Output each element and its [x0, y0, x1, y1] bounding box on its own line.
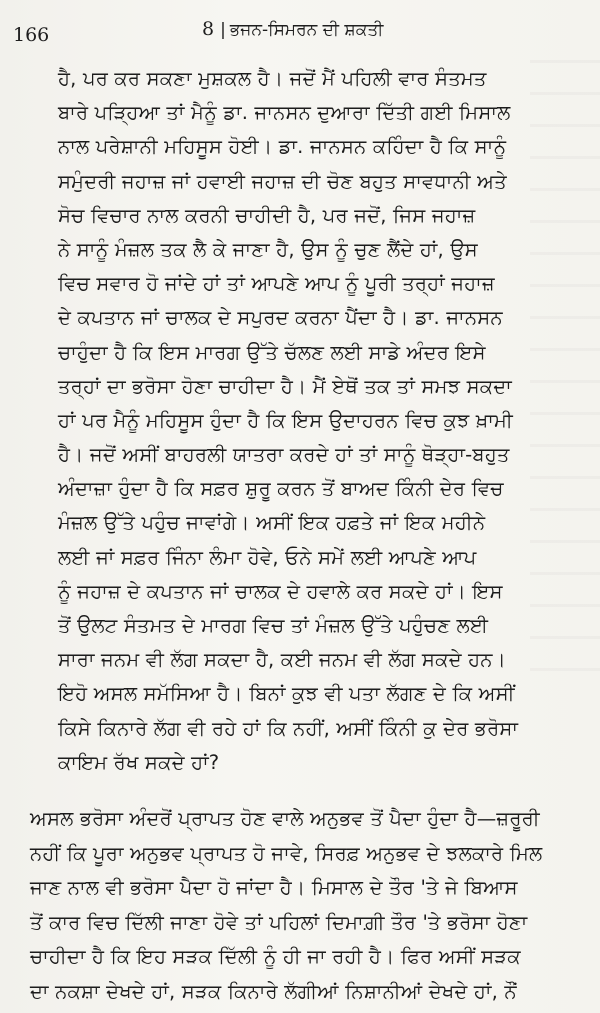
text-line: ਸਮੁੰਦਰੀ ਜਹਾਜ਼ ਜਾਂ ਹਵਾਈ ਜਹਾਜ਼ ਦੀ ਚੋਣ ਬਹੁਤ ਸਾਵਧਾਨੀ ਅਤੇ	[58, 169, 507, 193]
text-line: ਹਾਂ ਪਰ ਮੈਨੂੰ ਮਹਿਸੂਸ ਹੁੰਦਾ ਹੈ ਕਿ ਇਸ ਉਦਾਹਰਨ ਵਿਚ ਕੁਝ ਖ਼ਾਮੀ	[58, 408, 513, 432]
body-text	[30, 62, 585, 1003]
text-line: ਤੋਂ ਕਾਰ ਵਿਚ ਦਿੱਲੀ ਜਾਣਾ ਹੋਵੇ ਤਾਂ ਪਹਿਲਾਂ ਦਿਮਾਗ਼ੀ ਤੌਰ 'ਤੇ ਭਰੋਸਾ ਹੋਣਾ	[30, 910, 528, 934]
text-line: ਦੇ ਕਪਤਾਨ ਜਾਂ ਚਾਲਕ ਦੇ ਸਪੁਰਦ ਕਰਨਾ ਪੈਂਦਾ ਹੈ। ਡਾ. ਜਾਨਸਨ	[58, 306, 503, 330]
text-line: ਲਈ ਜਾਂ ਸਫ਼ਰ ਜਿੰਨਾ ਲੰਮਾ ਹੋਵੇ, ਓਨੇ ਸਮੇਂ ਲਈ ਆਪਣੇ ਆਪ	[58, 545, 477, 569]
text-line: ਸੋਚ ਵਿਚਾਰ ਨਾਲ ਕਰਨੀ ਚਾਹੀਦੀ ਹੈ, ਪਰ ਜਦੋਂ, ਜਿਸ ਜਹਾਜ਼	[58, 203, 476, 227]
text-line: ਸਾਰਾ ਜਨਮ ਵੀ ਲੱਗ ਸਕਦਾ ਹੈ, ਕਈ ਜਨਮ ਵੀ ਲੱਗ ਸਕਦੇ ਹਨ।	[58, 648, 507, 672]
page-header	[0, 16, 600, 46]
text-line: ਕਾਇਮ ਰੱਖ ਸਕਦੇ ਹਾਂ?	[58, 750, 220, 774]
page-number: 166	[13, 24, 50, 46]
text-line: ਨਹੀਂ ਕਿ ਪੂਰਾ ਅਨੁਭਵ ਪ੍ਰਾਪਤ ਹੋ ਜਾਵੇ, ਸਿਰਫ਼ ਅਨੁਭਵ ਦੇ ਝਲਕਾਰੇ ਮਿਲ	[30, 841, 543, 865]
text-line: ਮੰਜ਼ਲ ਉੱਤੇ ਪਹੁੰਚ ਜਾਵਾਂਗੇ। ਅਸੀਂ ਇਕ ਹਫ਼ਤੇ ਜਾਂ ਇਕ ਮਹੀਨੇ	[58, 511, 486, 535]
text-line: ਕਿਸੇ ਕਿਨਾਰੇ ਲੱਗ ਵੀ ਰਹੇ ਹਾਂ ਕਿ ਨਹੀਂ, ਅਸੀਂ ਕਿੰਨੀ ਕੁ ਦੇਰ ਭਰੋਸਾ	[58, 716, 519, 740]
paragraph-2	[30, 802, 595, 1010]
text-line: ਜਾਣ ਨਾਲ ਵੀ ਭਰੋਸਾ ਪੈਦਾ ਹੋ ਜਾਂਦਾ ਹੈ। ਮਿਸਾਲ ਦੇ ਤੌਰ 'ਤੇ ਜੇ ਬਿਆਸ	[30, 876, 518, 900]
running-title	[202, 18, 383, 40]
text-line: ਅਸਲ ਭਰੋਸਾ ਅੰਦਰੋਂ ਪ੍ਰਾਪਤ ਹੋਣ ਵਾਲੇ ਅਨੁਭਵ ਤੋਂ ਪੈਦਾ ਹੁੰਦਾ ਹੈ—ਜ਼ਰੂਰੀ	[30, 807, 540, 830]
text-line: ਬਾਰੇ ਪੜ੍ਹਿਆ ਤਾਂ ਮੈਨੂੰ ਡਾ. ਜਾਨਸਨ ਦੁਆਰਾ ਦਿੱਤੀ ਗਈ ਮਿਸਾਲ	[58, 101, 511, 125]
text-line: ਨੂੰ ਜਹਾਜ਼ ਦੇ ਕਪਤਾਨ ਜਾਂ ਚਾਲਕ ਦੇ ਹਵਾਲੇ ਕਰ ਸਕਦੇ ਹਾਂ। ਇਸ	[58, 579, 503, 603]
text-line: ਨਾਲ ਪਰੇਸ਼ਾਨੀ ਮਹਿਸੂਸ ਹੋਈ। ਡਾ. ਜਾਨਸਨ ਕਹਿੰਦਾ ਹੈ ਕਿ ਸਾਨੂੰ	[58, 135, 507, 159]
paragraph-1	[30, 62, 585, 780]
text-line: ਹੈ, ਪਰ ਕਰ ਸਕਣਾ ਮੁਸ਼ਕਲ ਹੈ। ਜਦੋਂ ਮੈਂ ਪਹਿਲੀ ਵਾਰ ਸੰਤਮਤ	[58, 67, 487, 90]
text-line: ਚਾਹੁੰਦਾ ਹੈ ਕਿ ਇਸ ਮਾਰਗ ਉੱਤੇ ਚੱਲਣ ਲਈ ਸਾਡੇ ਅੰਦਰ ਇਸੇ	[58, 340, 486, 364]
text-line: ਨੇ ਸਾਨੂੰ ਮੰਜ਼ਲ ਤਕ ਲੈ ਕੇ ਜਾਣਾ ਹੈ, ਉਸ ਨੂੰ ਚੁਣ ਲੈਂਦੇ ਹਾਂ, ਉਸ	[58, 237, 478, 261]
text-line: ਤਰ੍ਹਾਂ ਦਾ ਭਰੋਸਾ ਹੋਣਾ ਚਾਹੀਦਾ ਹੈ। ਮੈਂ ਏਥੋਂ ਤਕ ਤਾਂ ਸਮਝ ਸਕਦਾ	[58, 374, 512, 398]
title-separator: |	[220, 20, 226, 40]
chapter-title: ਭਜਨ-ਸਿਮਰਨ ਦੀ ਸ਼ਕਤੀ	[229, 20, 384, 40]
chapter-number: 8	[202, 18, 215, 40]
text-line: ਦਾ ਨਕਸ਼ਾ ਦੇਖਦੇ ਹਾਂ, ਸੜਕ ਕਿਨਾਰੇ ਲੱਗੀਆਂ ਨਿਸ਼ਾਨੀਆਂ ਦੇਖਦੇ ਹਾਂ, ਨੌਂ	[30, 979, 517, 1003]
text-line: ਵਿਚ ਸਵਾਰ ਹੋ ਜਾਂਦੇ ਹਾਂ ਤਾਂ ਆਪਣੇ ਆਪ ਨੂੰ ਪੂਰੀ ਤਰ੍ਹਾਂ ਜਹਾਜ਼	[58, 272, 495, 296]
text-line: ਹੈ। ਜਦੋਂ ਅਸੀਂ ਬਾਹਰਲੀ ਯਾਤਰਾ ਕਰਦੇ ਹਾਂ ਤਾਂ ਸਾਨੂੰ ਥੋੜ੍ਹਾ-ਬਹੁਤ	[58, 443, 510, 467]
text-line: ਚਾਹੀਦਾ ਹੈ ਕਿ ਇਹ ਸੜਕ ਦਿੱਲੀ ਨੂੰ ਹੀ ਜਾ ਰਹੀ ਹੈ। ਫਿਰ ਅਸੀਂ ਸੜਕ	[30, 945, 521, 969]
text-line: ਅੰਦਾਜ਼ਾ ਹੁੰਦਾ ਹੈ ਕਿ ਸਫ਼ਰ ਸ਼ੁਰੂ ਕਰਨ ਤੋਂ ਬਾਅਦ ਕਿੰਨੀ ਦੇਰ ਵਿਚ	[58, 477, 504, 501]
text-line: ਤੋਂ ਉਲਟ ਸੰਤਮਤ ਦੇ ਮਾਰਗ ਵਿਚ ਤਾਂ ਮੰਜ਼ਲ ਉੱਤੇ ਪਹੁੰਚਣ ਲਈ	[58, 614, 489, 637]
text-line: ਇਹੋ ਅਸਲ ਸਮੱਸਿਆ ਹੈ। ਬਿਨਾਂ ਕੁਝ ਵੀ ਪਤਾ ਲੱਗਣ ਦੇ ਕਿ ਅਸੀਂ	[58, 682, 515, 706]
